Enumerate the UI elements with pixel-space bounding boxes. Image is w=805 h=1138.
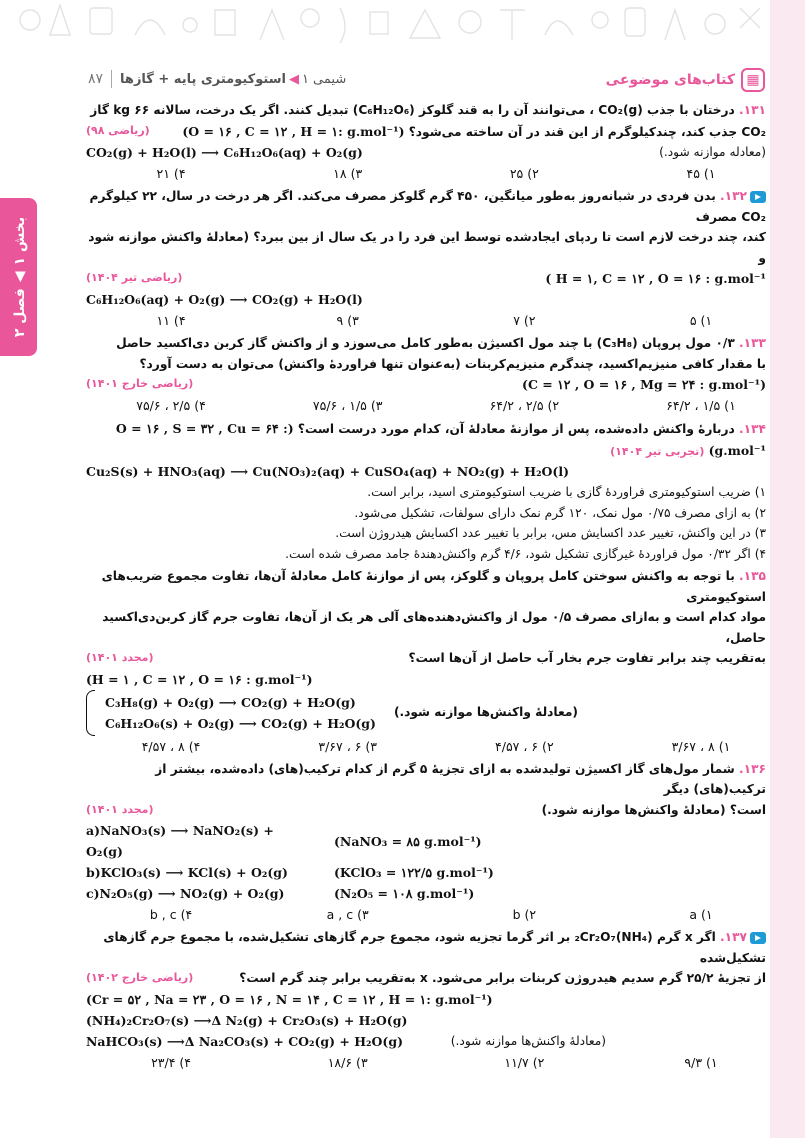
divider xyxy=(111,70,112,88)
options xyxy=(86,904,766,925)
option-4[interactable]: ۴) ۲/۵ ، ۷۵/۶ xyxy=(136,398,206,413)
video-icon[interactable] xyxy=(750,191,766,203)
brace xyxy=(86,690,95,736)
option-4[interactable]: ۴) b , c xyxy=(149,907,193,922)
option-4[interactable]: ۴) ۲۱ xyxy=(156,166,186,181)
source-tag: (ریاضی تیر ۱۴۰۴) xyxy=(86,271,183,285)
source-tag: (ریاضی خارج ۱۴۰۱) xyxy=(86,377,194,391)
option-1[interactable]: ۱) ۴۵ xyxy=(686,166,716,181)
option-2[interactable]: ۲) ۶ ، ۴/۵۷ xyxy=(495,738,554,754)
source-tag: (مجدد ۱۴۰۱) xyxy=(86,802,154,816)
option-1[interactable]: ۱) ۵ xyxy=(689,313,713,328)
question-135: ۱۳۵. با توجه به واکنش سوختن کامل پروپان و گلوکز، پس از موازنهٔ کامل معادلهٔ آن‌ها، تفاوت مجموع ضریب‌های استوکیومتری مواد کدام است و به‌ازای مصرف ۰/۵ مول از واکنش‌دهنده‌های آلی هر یک از آن‌ها، تفاوت جرم گاز کربن‌دی‌اکسید حاصل، به‌تقریب چند برابر تفاوت جرم بخار آب حاصل از آن‌ها است؟ (مجدد ۱۴۰۱) (H = ۱ , C = ۱۲ , O = ۱۶ : g.mol⁻¹) C₃H₈(g) + O₂(g) ⟶ CO₂(g) + H₂O(g) C₆H₁₂O₆(s) + O₂(g) ⟶ CO₂(g) + H₂O(g) (معادلهٔ واکنش‌ها موازنه شود.) ۱) ۸ ، ۳/۶۷ ۲) ۶ ، ۴/۵۷ ۳) ۶ ، ۳/۶۷ ۴) ۸ ، ۴/۵۷ xyxy=(86,566,766,757)
options xyxy=(86,163,766,184)
equation: C₆H₁₂O₆(s) + O₂(g) ⟶ CO₂(g) + H₂O(g) xyxy=(105,715,376,731)
equation: C₃H₈(g) + O₂(g) ⟶ CO₂(g) + H₂O(g) xyxy=(105,694,356,710)
video-icon[interactable] xyxy=(750,932,766,944)
option-2[interactable]: ۲) ۲/۵ ، ۶۴/۲ xyxy=(489,398,560,413)
option-2[interactable]: ۲) ۷ xyxy=(513,313,536,328)
option-1[interactable]: ۱) ۱/۵ ، ۶۴/۲ xyxy=(666,398,736,413)
option-1[interactable]: ۱) ۹/۳ xyxy=(684,1054,718,1070)
equation: Cu₂S(s) + HNO₃(aq) ⟶ Cu(NO₃)₂(aq) + CuSO₄(aq) + NO₂(g) + H₂O(l) xyxy=(86,464,570,479)
option-2[interactable]: ۲) ۲۵ xyxy=(509,166,539,181)
question-131: ۱۳۱. درختان با جذب CO₂(g) ، می‌توانند آن را به قند گلوکز (C₆H₁₂O₆) تبدیل کنند. اگر یک درخت، سالانه ۶۶ kg گاز CO₂ جذب کند، چندکیلوگرم از این قند در آن ساخته می‌شود؟ (O = ۱۶ , C = ۱۲ , H = ۱: g.mol⁻¹) (ریاضی ۹۸) (معادله موازنه شود.) CO₂(g) + H₂O(l) ⟶ C₆H₁₂O₆(aq) + O₂(g) ۱) ۴۵ ۲) ۲۵ ۳) ۱۸ ۴) ۲۱ xyxy=(86,100,766,184)
option-3[interactable]: ۳) ۱۸/۶ xyxy=(327,1054,368,1070)
equation: CO₂(g) + H₂O(l) ⟶ C₆H₁₂O₆(aq) + O₂(g) xyxy=(86,145,363,160)
option-4[interactable]: ۴) ۸ ، ۴/۵۷ xyxy=(141,738,201,754)
question-134: ۱۳۴. دربارهٔ واکنش داده‌شده، پس از موازنهٔ معادلهٔ آن، کدام مورد درست است؟ (O = ۱۶ , S = ۳۲ , Cu = ۶۴ : g.mol⁻¹) (تجربی تیر ۱۴۰۴) Cu₂S(s) + HNO₃(aq) ⟶ Cu(NO₃)₂(aq) + CuSO₄(aq) + NO₂(g) + H₂O(l) ۱) ضریب استوکیومتری فراوردهٔ گازی با ضریب استوکیومتری اسید، برابر است. ۲) به ازای مصرف ۰/۷۵ مول نمک، ۱۲۰ گرم نمک دارای سولفات، تشکیل می‌شود. ۳) در این واکنش، تغییر عدد اکسایش مس، برابر با تغییر عدد اکسایش هیدروژن است. ۴) اگر ۰/۳۲ مول فراوردهٔ غیرگازی تشکیل شود، ۴/۶ گرم واکنش‌دهندهٔ جامد مصرف شده است. xyxy=(86,418,766,564)
choice-4[interactable]: ۴) اگر ۰/۳۲ مول فراوردهٔ غیرگازی تشکیل شود، ۴/۶ گرم واکنش‌دهندهٔ جامد مصرف شده است. xyxy=(285,546,766,561)
questions-list xyxy=(86,100,766,1075)
equation: NaHCO₃(s) ⟶Δ Na₂CO₃(s) + CO₂(g) + H₂O(g) xyxy=(86,1033,403,1049)
decorative-doodle-banner xyxy=(0,0,770,62)
header-breadcrumb: شیمی ۱◀استوکیومتری پایه + گازها ۸۷ xyxy=(88,71,347,87)
option-3[interactable]: ۳) ۹ xyxy=(336,313,359,328)
choice-1[interactable]: ۱) ضریب استوکیومتری فراوردهٔ گازی با ضریب استوکیومتری اسید، برابر است. xyxy=(367,485,766,499)
option-1[interactable]: ۱) a xyxy=(689,907,713,922)
reaction-b: b)KClO₃(s) ⟶ KCl(s) + O₂(g) xyxy=(86,865,288,880)
question-136: ۱۳۶. شمار مول‌های گاز اکسیژن تولیدشده به ازای تجزیهٔ ۵ گرم از کدام ترکیب(های) داده‌شده، بیشتر از ترکیب(های) دیگر است؟ (معادلهٔ واکنش‌ها موازنه شود.) (مجدد ۱۴۰۱) a)NaNO₃(s) ⟶ NaNO₂(s) + O₂(g) (NaNO₃ = ۸۵ g.mol⁻¹) b)KClO₃(s) ⟶ KCl(s) + O₂(g) (KClO₃ = ۱۲۲/۵ g.mol⁻¹) c)N₂O₅(g) ⟶ NO₂(g) + O₂(g) (N₂O₅ = ۱۰۸ g.mol⁻¹) ۱) a ۲) b ۳) a , c ۴) b , c xyxy=(86,759,766,926)
question-133: ۱۳۳. ۰/۳ مول پروپان (C₃H₈) با چند مول اکسیژن به‌طور کامل می‌سوزد و از واکنش گاز کربن دی‌اکسید حاصل با مقدار کافی منیزیم‌اکسید، چندگرم منیزیم‌کربنات (به‌عنوان تنها فراوردهٔ واکنش) می‌توان به دست آورد؟ (C = ۱۲ , O = ۱۶ , Mg = ۲۴ : g.mol⁻¹) (ریاضی خارج ۱۴۰۱) ۱) ۱/۵ ، ۶۴/۲ ۲) ۲/۵ ، ۶۴/۲ ۳) ۱/۵ ، ۷۵/۶ ۴) ۲/۵ ، ۷۵/۶ xyxy=(86,333,766,416)
source-tag: (مجدد ۱۴۰۱) xyxy=(86,651,154,665)
option-3[interactable]: ۳) ۶ ، ۳/۶۷ xyxy=(318,738,377,754)
option-4[interactable]: ۴) ۲۳/۴ xyxy=(151,1054,191,1070)
source-tag: (ریاضی ۹۸) xyxy=(86,124,150,138)
page-header xyxy=(88,66,765,96)
source-tag: (ریاضی خارج ۱۴۰۲) xyxy=(86,971,194,985)
page-number: ۸۷ xyxy=(88,71,104,87)
reaction-c: c)N₂O₅(g) ⟶ NO₂(g) + O₂(g) xyxy=(86,886,285,901)
equation-group: C₃H₈(g) + O₂(g) ⟶ CO₂(g) + H₂O(g) C₆H₁₂O₆(s) + O₂(g) ⟶ CO₂(g) + H₂O(g) (معادلهٔ واکنش‌ها موازنه شود.) xyxy=(86,690,578,736)
option-4[interactable]: ۴) ۱۱ xyxy=(156,313,186,328)
triangle-icon: ◀ xyxy=(288,71,299,87)
option-3[interactable]: ۳) ۱۸ xyxy=(333,166,363,181)
question-137: ۱۳۷. اگر x گرم (NH₄)₂Cr₂O₇ بر اثر گرما تجزیه شود، مجموع جرم گازهای تشکیل‌شده، با مجموع جرم گازهای تشکیل‌شده از تجزیهٔ ۲۵/۲ گرم سدیم هیدروژن کربنات برابر می‌شود. x به‌تقریب برابر چند گرم است؟ (ریاضی خارج ۱۴۰۲) (Cr = ۵۲ , Na = ۲۳ , O = ۱۶ , N = ۱۴ , C = ۱۲ , H = ۱: g.mol⁻¹) (NH₄)₂Cr₂O₇(s) ⟶Δ N₂(g) + Cr₂O₃(s) + H₂O(g) NaHCO₃(s) ⟶Δ Na₂CO₃(s) + CO₂(g) + H₂O(g) (معادلهٔ واکنش‌ها موازنه شود.) ۱) ۹/۳ ۲) ۱۱/۷ ۳) ۱۸/۶ ۴) ۲۳/۴ xyxy=(86,927,766,1073)
options xyxy=(86,395,766,416)
choice-2[interactable]: ۲) به ازای مصرف ۰/۷۵ مول نمک، ۱۲۰ گرم نمک دارای سولفات، تشکیل می‌شود. xyxy=(354,505,766,520)
choice-3[interactable]: ۳) در این واکنش، تغییر عدد اکسایش مس، برابر با تغییر عدد اکسایش هیدروژن است. xyxy=(335,526,766,540)
option-3[interactable]: ۳) a , c xyxy=(326,907,369,922)
question-132: ۱۳۲. بدن فردی در شبانه‌روز به‌طور میانگین، ۴۵۰ گرم گلوکز مصرف می‌کند. اگر هر درخت در سال، ۲۲ کیلوگرم CO₂ مصرف کند، چند درخت لازم است تا ردپای ایجادشده توسط این فرد را در یک سال از بین ببرد؟ (معادلهٔ واکنش موازنه شود و ( H = ۱, C = ۱۲ , O = ۱۶ : g.mol⁻¹ (ریاضی تیر ۱۴۰۴) C₆H₁₂O₆(aq) + O₂(g) ⟶ CO₂(g) + H₂O(l) ۱) ۵ ۲) ۷ ۳) ۹ ۴) ۱۱ xyxy=(86,186,766,331)
option-2[interactable]: ۲) b xyxy=(512,907,537,922)
brand-logo: ▦ کتاب‌های موضوعی xyxy=(606,68,765,92)
equation: C₆H₁₂O₆(aq) + O₂(g) ⟶ CO₂(g) + H₂O(l) xyxy=(86,292,363,307)
books-icon: ▦ xyxy=(741,68,765,92)
chapter-tab-label: بخش ۱ ◀ فصل ۲ xyxy=(11,216,28,338)
option-3[interactable]: ۳) ۱/۵ ، ۷۵/۶ xyxy=(312,398,383,413)
side-strip xyxy=(770,0,805,1138)
options xyxy=(86,1052,766,1073)
option-2[interactable]: ۲) ۱۱/۷ xyxy=(504,1054,545,1070)
options xyxy=(86,310,766,331)
reaction-a: a)NaNO₃(s) ⟶ NaNO₂(s) + O₂(g) xyxy=(86,823,274,859)
source-tag: (تجربی تیر ۱۴۰۴) xyxy=(610,444,705,458)
option-1[interactable]: ۱) ۸ ، ۳/۶۷ xyxy=(671,738,731,754)
equation: (NH₄)₂Cr₂O₇(s) ⟶Δ N₂(g) + Cr₂O₃(s) + H₂O(g) xyxy=(86,1012,408,1028)
options xyxy=(86,736,766,757)
